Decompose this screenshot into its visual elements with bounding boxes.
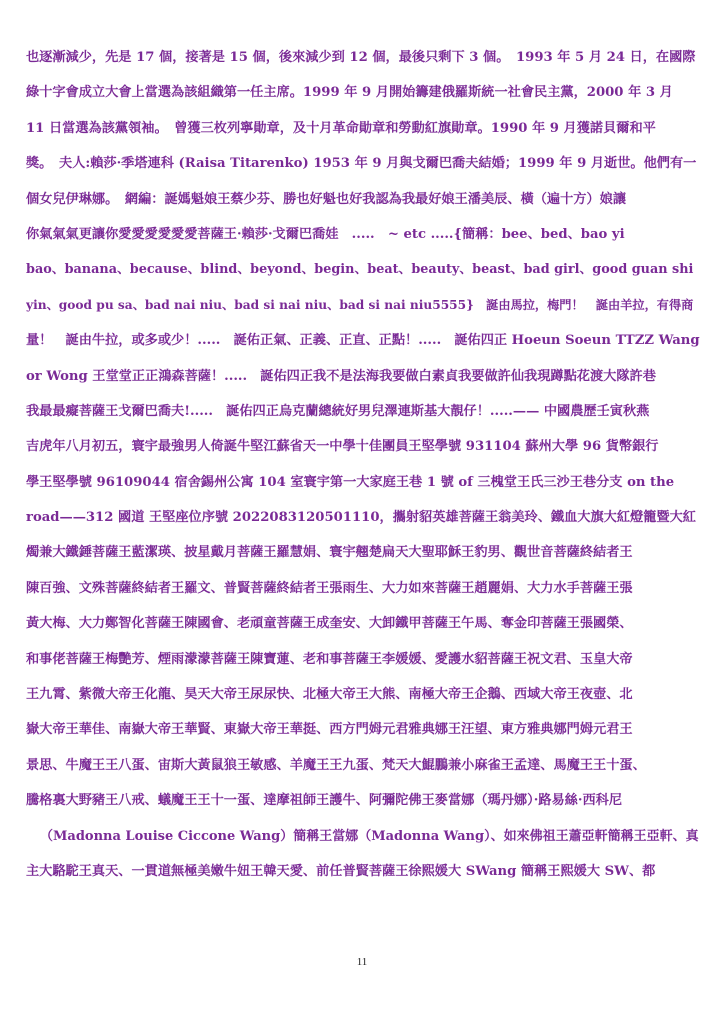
text-line: bao、banana、because、blind、beyond、begin、beat、beauty、beast、bad girl、good guan shi	[26, 262, 694, 278]
text-line: 吉虎年八月初五，寰宇最強男人倚誕牛堅江蘇省天一中學十佳團員王堅學號 931104 蘇州大學 96 貨幣銀行	[26, 439, 659, 455]
text-line: （Madonna Louise Ciccone Wang）簡稱王當娜（Madonna Wang）、如來佛祖王蕭亞軒簡稱王亞軒、真	[40, 828, 699, 844]
text-line: 燭兼大鐵錘菩薩王藍潔瑛、披星戴月菩薩王羅慧娟、寰宇翹楚扁天大聖耶穌王豹男、觀世音菩薩終結者王	[26, 545, 633, 561]
text-line: 嶽大帝王華佳、南嶽大帝王華賢、東嶽大帝王華挺、西方門姆元君雅典娜王汪望、東方雅典娜門姆元君王	[26, 722, 633, 738]
text-line: 主大駱駝王真天、一貫道無極美嫩牛妞王韓天愛、前任普賢菩薩王徐熙媛大 SWang 簡稱王熙媛大 SW、都	[26, 863, 656, 879]
text-line: 獎。 夫人:賴莎·季塔連科 (Raisa Titarenko) 1953 年 9 月與戈爾巴喬夫結婚；1999 年 9 月逝世。他們有一	[26, 156, 697, 172]
text-line: yin、good pu sa、bad nai niu、bad si nai niu、bad si nai niu5555} 誕由馬拉，梅門！ 誕由羊拉，有得商	[26, 297, 694, 312]
text-line: 黃大梅、大力鄭智化菩薩王陳國會、老頑童菩薩王成奎安、大卸鐵甲菩薩王午馬、奪金印菩薩王張國榮、	[26, 616, 633, 632]
text-line: road——312 國道 王堅座位序號 2022083120501110，攜射貂英雄菩薩王翁美玲、鐵血大旗大紅燈籠暨大紅	[26, 510, 696, 526]
body-text	[26, 40, 700, 889]
text-line: 綠十字會成立大會上當選為該組織第一任主席。1999 年 9 月開始籌建俄羅斯統一社會民主黨，2000 年 3 月	[26, 85, 673, 101]
text-line: 也逐漸減少，先是 17 個，接著是 15 個，後來減少到 12 個，最後只剩下 3 個。 1993 年 5 月 24 日，在國際	[26, 50, 696, 65]
text-line: 學王堅學號 96109044 宿舍錫州公寓 104 室寰宇第一大家庭王巷 1 號 of 三槐堂王氏三沙王巷分支 on the	[26, 474, 675, 490]
text-line: 景思、牛魔王王八蛋、宙斯大黃鼠狼王敏感、羊魔王王九蛋、梵天大鯤鵬兼小麻雀王孟達、馬魔王王十蛋、	[26, 757, 646, 773]
text-line: 你氣氣氣更讓你愛愛愛愛愛愛菩薩王·賴莎·戈爾巴喬娃 ..... ~ etc .....{簡稱：bee、bed、bao yi	[26, 226, 625, 242]
text-line: or Wong 王堂堂正正鴻森菩薩！..... 誕佑四正我不是法海我要做白素貞我要做許仙我現蹲點花渡大隊許巷	[26, 368, 656, 384]
text-line: 和事佬菩薩王梅艷芳、煙雨濛濛菩薩王陳寶蓮、老和事菩薩王李媛媛、愛護水貂菩薩王祝文君、玉皇大帝	[26, 651, 633, 667]
text-line: 量！ 誕由牛拉，或多或少！..... 誕佑正氣、正義、正直、正點！..... 誕佑四正 Hoeun Soeun TTZZ Wang	[26, 333, 700, 349]
page-number: 11	[356, 956, 368, 968]
text-line: 王九霄、紫微大帝王化龍、昊天大帝王尿尿快、北極大帝王大熊、南極大帝王企鵝、西域大帝王夜壺、北	[26, 687, 633, 703]
text-line: 11 日當選為該黨領袖。 曾獲三枚列寧勛章，及十月革命勛章和勞動紅旗勛章。1990 年 9 月獲諾貝爾和平	[26, 120, 656, 136]
text-line: 騰格裏大野豬王八戒、蟻魔王王十一蛋、達摩祖師王護牛、阿彌陀佛王麥當娜（瑪丹娜）·路易絲·西科尼	[26, 793, 623, 809]
text-line: 我最最癡菩薩王戈爾巴喬夫!..... 誕佑四正烏克蘭總統好男兒澤連斯基大靚仔！.....—— 中國農歷壬寅秋燕	[26, 403, 650, 419]
text-line: 陳百強、文殊菩薩終結者王羅文、普賢菩薩終結者王張雨生、大力如來菩薩王趙麗娟、大力水手菩薩王張	[26, 580, 633, 596]
text-line: 個女兒伊琳娜。 網編：誕媽魁娘王蔡少芬、勝也好魁也好我認為我最好娘王潘美辰、橫（遍十方）娘讓	[26, 191, 627, 207]
